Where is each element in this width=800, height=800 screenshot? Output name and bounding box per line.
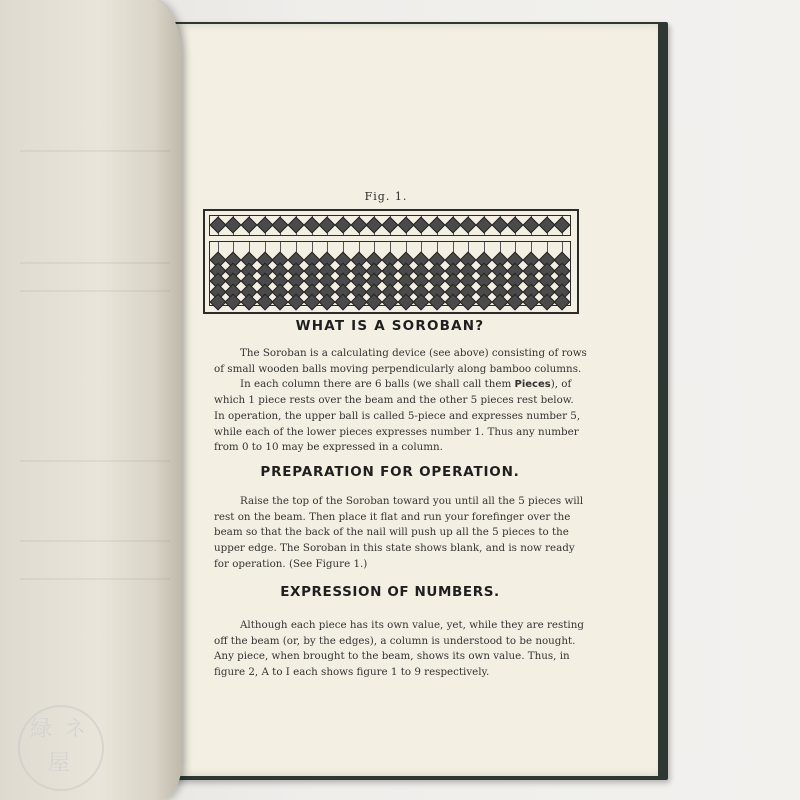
soroban-upper-deck: [209, 215, 571, 236]
paragraph-line: Raise the top of the Soroban toward you until all the 5 pieces will: [240, 495, 584, 507]
text-span: In each column there are 6 balls (we shall call them: [240, 378, 512, 391]
text-span: ), of: [550, 378, 572, 391]
soroban-lower-bead: [507, 294, 524, 311]
soroban-lower-bead: [428, 294, 445, 311]
soroban-lower-bead: [241, 294, 258, 311]
section-2-text: [214, 494, 584, 573]
soroban-lower-bead: [538, 294, 555, 311]
soroban-lower-bead: [335, 294, 352, 311]
soroban-upper-bead: [538, 217, 555, 234]
soroban-upper-bead: [413, 217, 430, 234]
paragraph-line: beam so that the back of the nail will push up all the 5 pieces to the: [214, 526, 569, 539]
paragraph-line: while each of the lower pieces expresses number 1. Thus any number: [214, 425, 579, 438]
soroban-upper-bead: [475, 217, 492, 234]
soroban-upper-bead: [507, 217, 524, 234]
soroban-lower-bead: [554, 294, 571, 311]
soroban-upper-bead: [428, 217, 445, 234]
soroban-upper-bead: [382, 217, 399, 234]
left-page-ghost-line: [20, 460, 170, 462]
soroban-upper-bead: [491, 217, 508, 234]
soroban-lower-bead: [319, 294, 336, 311]
soroban-upper-bead: [319, 217, 336, 234]
heading-expression-of-numbers: EXPRESSION OF NUMBERS.: [280, 584, 500, 600]
paragraph-line: Although each piece has its own value, yet, while they are resting: [240, 619, 584, 631]
left-page-ghost-line: [20, 578, 170, 580]
soroban-upper-bead: [460, 217, 477, 234]
soroban-upper-bead: [366, 217, 383, 234]
paragraph-line: [214, 377, 574, 393]
term-pieces: Pieces: [514, 379, 551, 391]
left-page-ghost-line: [20, 262, 170, 264]
soroban-lower-bead: [413, 294, 430, 311]
paragraph-line: figure 2, A to I each shows figure 1 to 9 respectively.: [214, 666, 490, 679]
watermark-seal: 緑 ネ 屋: [18, 705, 104, 791]
soroban-upper-bead: [335, 217, 352, 234]
section-1-text: [214, 346, 587, 456]
soroban-lower-bead: [382, 294, 399, 311]
paragraph-line: which 1 piece rests over the beam and the other 5 pieces rest below.: [214, 394, 574, 407]
figure-caption: Fig. 1.: [364, 190, 408, 203]
left-page: [0, 0, 182, 800]
soroban-lower-bead: [475, 294, 492, 311]
soroban-lower-bead: [522, 294, 539, 311]
paragraph-line: of small wooden balls moving perpendicularly along bamboo columns.: [214, 362, 582, 375]
soroban-upper-bead: [522, 217, 539, 234]
heading-what-is-soroban: WHAT IS A SOROBAN?: [295, 318, 485, 334]
section-3-text: [214, 618, 584, 681]
soroban-upper-bead: [272, 217, 289, 234]
soroban-lower-bead: [460, 294, 477, 311]
paragraph-line: from 0 to 10 may be expressed in a column.: [214, 441, 443, 454]
soroban-upper-bead: [554, 217, 571, 234]
soroban-lower-bead: [491, 294, 508, 311]
paragraph-line: upper edge. The Soroban in this state shows blank, and is now ready: [214, 542, 575, 555]
soroban-lower-bead: [225, 294, 242, 311]
soroban-lower-bead: [272, 294, 289, 311]
paragraph-line: Any piece, when brought to the beam, shows its own value. Thus, in: [214, 650, 570, 663]
soroban-lower-deck: [209, 241, 571, 306]
left-page-ghost-line: [20, 540, 170, 542]
paragraph-line: for operation. (See Figure 1.): [214, 557, 368, 570]
soroban-lower-bead: [288, 294, 305, 311]
soroban-figure: [203, 209, 579, 314]
left-page-ghost-line: [20, 150, 170, 152]
soroban-upper-bead: [241, 217, 258, 234]
heading-preparation: PREPARATION FOR OPERATION.: [260, 464, 520, 480]
paragraph-line: off the beam (or, by the edges), a column is understood to be nought.: [214, 634, 576, 647]
paragraph-line: In operation, the upper ball is called 5-piece and expresses number 5,: [214, 409, 581, 422]
paragraph-line: rest on the beam. Then place it flat and run your forefinger over the: [214, 510, 571, 523]
left-page-ghost-line: [20, 290, 170, 292]
soroban-lower-bead: [366, 294, 383, 311]
soroban-upper-bead: [225, 217, 242, 234]
soroban-upper-bead: [288, 217, 305, 234]
paragraph-line: The Soroban is a calculating device (see above) consisting of rows: [240, 347, 587, 359]
